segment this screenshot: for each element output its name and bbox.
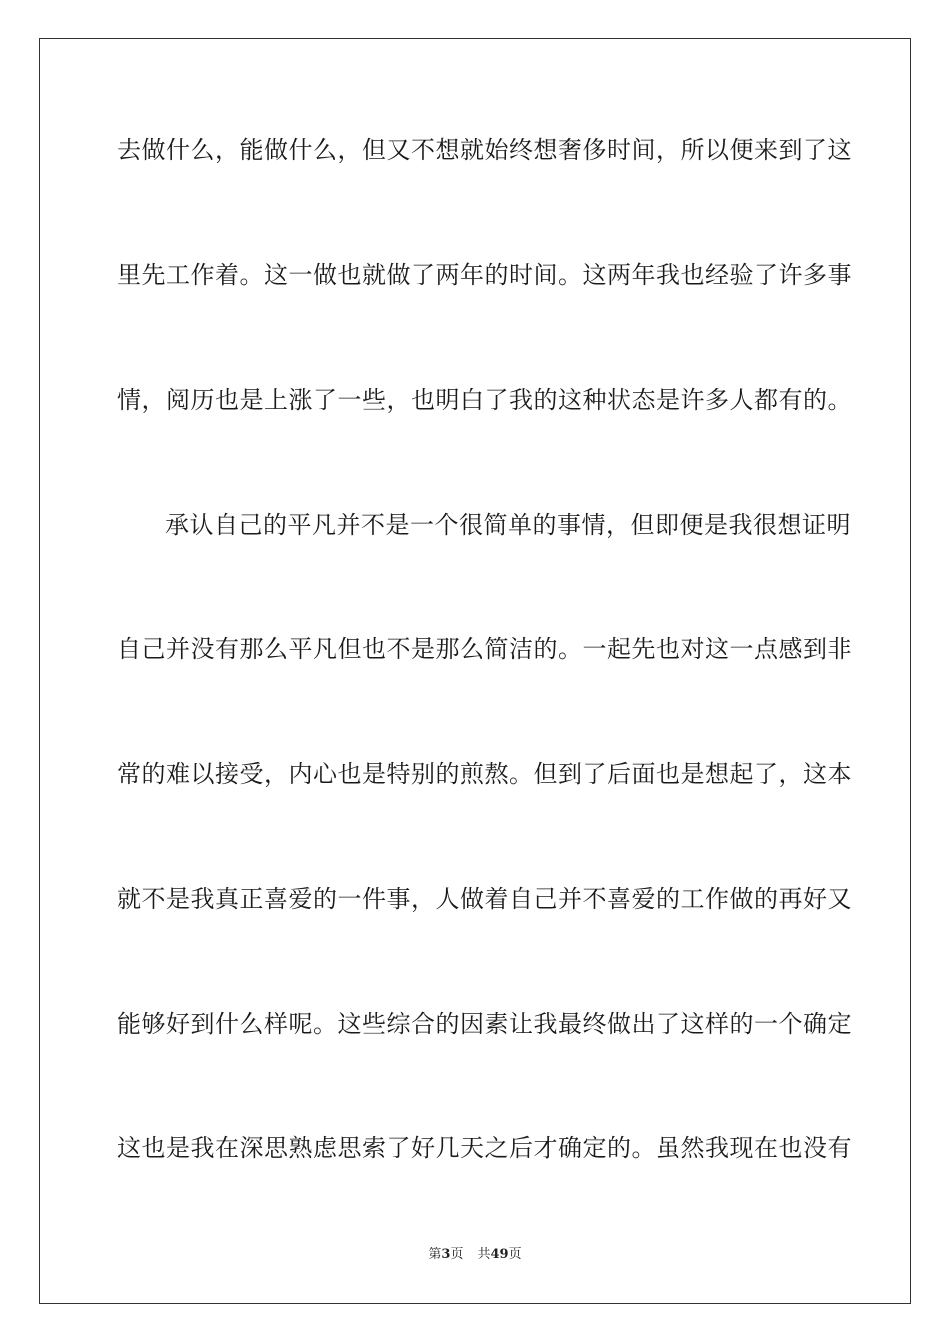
text-line-3: 情，阅历也是上涨了一些，也明白了我的这种状态是许多人都有的。 bbox=[117, 386, 852, 414]
text-line-7: 就不是我真正喜爱的一件事，人做着自己并不喜爱的工作做的再好又 bbox=[117, 885, 852, 913]
total-suffix: 页 bbox=[508, 1247, 522, 1262]
page-suffix: 页 bbox=[450, 1247, 464, 1262]
page-border bbox=[39, 38, 911, 1304]
text-line-5: 自己并没有那么平凡但也不是那么简洁的。一起先也对这一点感到非 bbox=[117, 635, 852, 663]
page-footer bbox=[0, 1246, 950, 1264]
page-number: 3 bbox=[441, 1247, 451, 1262]
text-line-1: 去做什么，能做什么，但又不想就始终想奢侈时间，所以便来到了这 bbox=[117, 136, 852, 164]
page-prefix: 第 bbox=[428, 1247, 442, 1262]
text-line-4: 承认自己的平凡并不是一个很简单的事情，但即便是我很想证明 bbox=[165, 511, 851, 539]
text-line-6: 常的难以接受，内心也是特别的煎熬。但到了后面也是想起了，这本 bbox=[117, 760, 852, 788]
total-pages: 49 bbox=[490, 1247, 509, 1262]
text-line-8: 能够好到什么样呢。这些综合的因素让我最终做出了这样的一个确定 bbox=[117, 1010, 852, 1038]
text-line-9: 这也是我在深思熟虑思索了好几天之后才确定的。虽然我现在也没有 bbox=[117, 1134, 852, 1162]
text-line-2: 里先工作着。这一做也就做了两年的时间。这两年我也经验了许多事 bbox=[117, 261, 852, 289]
total-prefix: 共 bbox=[477, 1247, 491, 1262]
